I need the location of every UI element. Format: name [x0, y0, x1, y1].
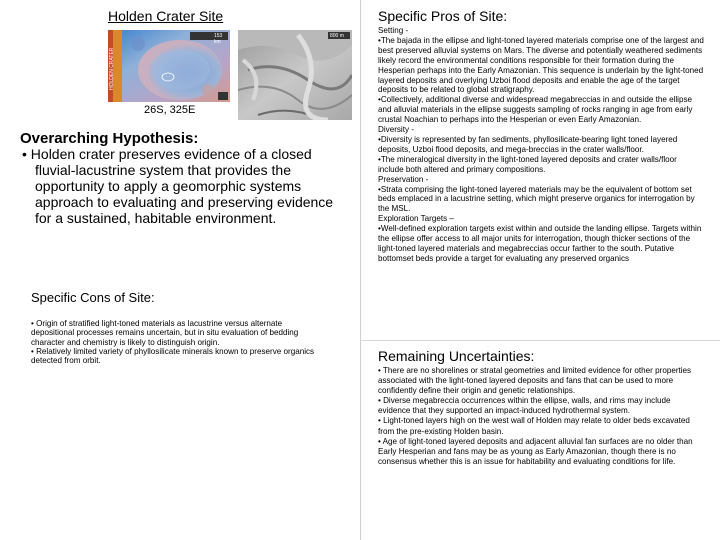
uncertainty-item: • Age of light-toned layered deposits and adjacent alluvial fan surfaces are no older than Early Hesperian and fans may be as young as Early Amazonian, though there is no consensus whether this is an issue for habitability and evaluating conditions for life. — [378, 436, 693, 466]
site-title: Holden Crater Site — [108, 8, 224, 24]
pros-list — [378, 26, 704, 264]
pros-item: •Diversity is represented by fan sediments, phyllosilicate-bearing light toned layered deposits, Uzboi flood deposits, and mega-breccias in the crater walls/floor. — [378, 134, 678, 154]
hirise-corner-label: 800 m — [330, 33, 344, 39]
column-divider — [360, 0, 361, 540]
section-separator — [360, 340, 720, 341]
map-corner-label: 153 km — [214, 33, 223, 45]
hirise-image — [238, 30, 352, 120]
uncertainty-item: • There are no shorelines or stratal geometries and limited evidence for other properties associated with the light-toned layered deposits and fans that can be used to more confidently define their origin and genetic relationships. — [378, 366, 692, 396]
pros-item: •The mineralogical diversity in the light-toned layered deposits and crater walls/floor include both altered and primary compositions. — [378, 154, 677, 174]
cons-item: • Origin of stratified light-toned materials as lacustrine versus alternate depositional processes remains uncertain, but in situ evaluation of bedding character and chemistry is likely to distinguish origin. — [31, 319, 299, 347]
context-map-image — [108, 30, 230, 102]
pros-heading-diversity: Diversity - — [378, 125, 414, 135]
context-map-graphic — [108, 30, 230, 102]
pros-item: •The bajada in the ellipse and light-toned layered materials comprise one of the largest and best preserved alluvial systems on Mars. The diverse and potentially weathered sediments likely record the environmental conditions responsible for their formation during the Hesperian perhaps into the Early Amazonian. This sequence is underlain by the light-toned layered deposits and overlying Uzboi flood deposits and enable the age of the target deposits to be related to global stratigraphy. — [378, 35, 704, 95]
pros-item: •Well-defined exploration targets exist within and outside the landing ellipse. Targets within the ellipse offer access to all major units for interrogation, though thicker sections of the light-toned layered materials and megabreccias occur farther to the south. Putative bottomset beds provide a target for evaluating any preserved organics — [378, 224, 702, 263]
site-coordinates: 26S, 325E — [144, 104, 196, 116]
pros-item: •Strata comprising the light-toned layered materials may be the equivalent of bottom set beds emplaced in a lacustrine setting, which might preserve organics for interrogation by the MSL. — [378, 184, 695, 214]
map-side-label: HOLDEN CRATER — [109, 47, 115, 90]
uncertainty-item: • Diverse megabreccia occurrences within the ellipse, walls, and rims may include evidence that they supported an impact-induced hydrothermal system. — [378, 396, 671, 416]
cons-item: • Relatively limited variety of phyllosilicate minerals known to preserve organics detected from orbit. — [31, 346, 315, 366]
uncertainties-title: Remaining Uncertainties: — [378, 348, 535, 364]
pros-item: •Collectively, additional diverse and widespread megabreccias in and outside the ellipse and alluvial materials in the ellipse suggests sampling of rocks ranging in age from early crustal Noachian to perhaps into the Hesperian or even Early Amazonian. — [378, 95, 693, 125]
pros-heading-exploration: Exploration Targets – — [378, 214, 454, 224]
uncertainties-list — [378, 366, 696, 467]
pros-title: Specific Pros of Site: — [378, 8, 508, 24]
hypothesis-body: • Holden crater preserves evidence of a closed fluvial-lacustrine system that provides the opportunity to apply a geomorphic systems approach to evaluating and preserving evidence for a sustained, habitable environment. — [22, 146, 334, 226]
pros-heading-preservation: Preservation - — [378, 174, 429, 184]
hirise-graphic — [238, 30, 352, 120]
cons-list — [31, 319, 323, 365]
uncertainty-item: • Light-toned layers high on the west wall of Holden may relate to older beds excavated from the pre-existing Holden basin. — [378, 416, 690, 436]
pros-heading-setting: Setting - — [378, 26, 409, 35]
cons-title: Specific Cons of Site: — [31, 290, 155, 305]
hypothesis-title: Overarching Hypothesis: — [20, 130, 199, 147]
